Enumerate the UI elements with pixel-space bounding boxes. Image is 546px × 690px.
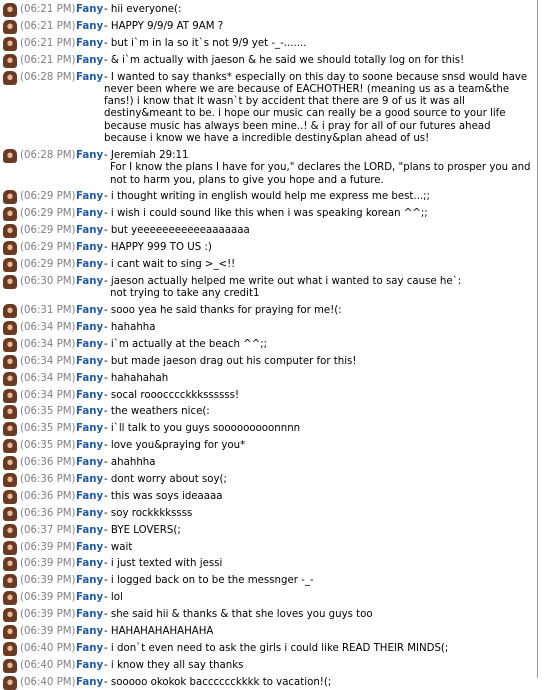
chat-message (0, 38, 537, 50)
message-text: - sooooo okokok bacccccckkkk to vacation!(; (104, 677, 533, 689)
message-sender: Fany (76, 440, 104, 452)
message-sender: Fany (76, 625, 104, 637)
user-avatar-icon (3, 275, 17, 289)
user-avatar-icon (3, 405, 17, 419)
chat-message (0, 150, 537, 187)
message-text: - i don`t even need to ask the girls i could like READ THEIR MINDS(; (104, 643, 533, 655)
chat-message (0, 508, 537, 520)
message-text: - i wish i could sound like this when i was speaking korean ^^;; (104, 208, 533, 220)
message-text: - wait (104, 542, 533, 554)
chat-message (0, 542, 537, 554)
message-timestamp: (06:34 PM) (20, 355, 76, 367)
message-timestamp: (06:21 PM) (20, 20, 76, 32)
user-avatar-icon (3, 321, 17, 335)
chat-message (0, 609, 537, 621)
message-sender: Fany (76, 423, 104, 435)
message-sender: Fany (76, 305, 104, 317)
message-text: - lol (104, 592, 533, 604)
message-timestamp: (06:40 PM) (20, 642, 76, 654)
message-sender: Fany (76, 20, 104, 32)
message-text: - hahahha (104, 322, 533, 334)
message-timestamp: (06:35 PM) (20, 406, 76, 418)
message-sender: Fany (76, 490, 104, 502)
message-text: - socal rooocccckkkssssss! (104, 390, 533, 402)
message-sender: Fany (76, 225, 104, 237)
message-timestamp: (06:21 PM) (20, 54, 76, 66)
message-sender: Fany (76, 642, 104, 654)
message-text: - but i`m in la so it`s not 9/9 yet -_-....... (104, 38, 533, 50)
message-sender: Fany (76, 507, 104, 519)
user-avatar-icon (3, 304, 17, 318)
message-sender: Fany (76, 355, 104, 367)
message-timestamp: (06:40 PM) (20, 676, 76, 688)
user-avatar-icon (3, 207, 17, 221)
message-text: - i`m actually at the beach ^^;; (104, 339, 533, 351)
message-timestamp: (06:37 PM) (20, 524, 76, 536)
message-text: - this was soys ideaaaa (104, 491, 533, 503)
message-timestamp: (06:29 PM) (20, 208, 76, 220)
message-text: - jaeson actually helped me write out what i wanted to say cause he`: (104, 276, 533, 288)
message-timestamp: (06:39 PM) (20, 541, 76, 553)
chat-message (0, 677, 537, 689)
message-sender: Fany (76, 321, 104, 333)
message-timestamp: (06:34 PM) (20, 389, 76, 401)
chat-message (0, 457, 537, 469)
message-text: - i logged back on to be the messnger -_- (104, 575, 533, 587)
message-sender: Fany (76, 338, 104, 350)
message-sender: Fany (76, 524, 104, 536)
chat-message (0, 491, 537, 503)
chat-message (0, 191, 537, 203)
message-text: - & i`m actually with jaeson & he said we should totally log on for this! (104, 55, 533, 67)
message-sender: Fany (76, 149, 104, 161)
message-sender: Fany (76, 558, 104, 570)
message-text: - she said hii & thanks & that she loves you guys too (104, 609, 533, 621)
message-sender: Fany (76, 676, 104, 688)
user-avatar-icon (3, 659, 17, 673)
user-avatar-icon (3, 190, 17, 204)
user-avatar-icon (3, 37, 17, 51)
message-timestamp: (06:36 PM) (20, 457, 76, 469)
chat-message (0, 4, 537, 16)
user-avatar-icon (3, 625, 17, 639)
message-timestamp: (06:29 PM) (20, 258, 76, 270)
chat-message (0, 322, 537, 334)
chat-message (0, 575, 537, 587)
user-avatar-icon (3, 574, 17, 588)
message-timestamp: (06:34 PM) (20, 338, 76, 350)
message-timestamp: (06:21 PM) (20, 4, 76, 15)
message-text: - ahahhha (104, 457, 533, 469)
message-timestamp: (06:39 PM) (20, 609, 76, 621)
message-sender: Fany (76, 457, 104, 469)
chat-message (0, 406, 537, 418)
message-text: - i know they all say thanks (104, 660, 533, 672)
message-sender: Fany (76, 541, 104, 553)
message-timestamp: (06:36 PM) (20, 490, 76, 502)
chat-message (0, 525, 537, 537)
message-text: - soy rockkkkssss (104, 508, 533, 520)
user-avatar-icon (3, 557, 17, 571)
message-sender: Fany (76, 242, 104, 254)
message-sender: Fany (76, 191, 104, 203)
message-sender: Fany (76, 4, 104, 15)
user-avatar-icon (3, 389, 17, 403)
message-text: - i just texted with jessi (104, 558, 533, 570)
user-avatar-icon (3, 591, 17, 605)
message-sender: Fany (76, 372, 104, 384)
user-avatar-icon (3, 541, 17, 555)
message-timestamp: (06:28 PM) (20, 71, 76, 83)
message-timestamp: (06:39 PM) (20, 592, 76, 604)
message-timestamp: (06:21 PM) (20, 37, 76, 49)
message-timestamp: (06:35 PM) (20, 423, 76, 435)
message-text: - I wanted to say thanks* especially on this day to soone because snsd would have never been where we are because of EACHOTHER! (meaning us as a team&the fans!) i know that it wasn`t by accident that there are 9 of us it was all destiny&meant to be. i hope our music can really be a good source to your life because music has always been mine..! & i pray for all of our futures ahead because i know we have a incredible destiny&plan ahead of us! (104, 72, 533, 146)
chat-message (0, 305, 537, 317)
chat-message (0, 373, 537, 385)
message-text: - sooo yea he said thanks for praying for me!(: (104, 305, 533, 317)
message-sender: Fany (76, 389, 104, 401)
message-text: - HAPPY 9/9/9 AT 9AM ? (104, 21, 533, 33)
user-avatar-icon (3, 241, 17, 255)
user-avatar-icon (3, 3, 17, 17)
message-text: - i thought writing in english would help me express me best...;; (104, 191, 533, 203)
message-timestamp: (06:40 PM) (20, 659, 76, 671)
chat-message (0, 626, 537, 638)
message-text: - i cant wait to sing >_<!! (104, 259, 533, 271)
chat-message (0, 474, 537, 486)
message-text: - the weathers nice(: (104, 406, 533, 418)
user-avatar-icon (3, 355, 17, 369)
message-sender: Fany (76, 473, 104, 485)
chat-message (0, 390, 537, 402)
chat-message (0, 55, 537, 67)
chat-message (0, 660, 537, 672)
message-text-continuation: not trying to take any credit1 (110, 288, 260, 300)
message-timestamp: (06:39 PM) (20, 558, 76, 570)
chat-message (0, 592, 537, 604)
user-avatar-icon (3, 258, 17, 272)
message-timestamp: (06:31 PM) (20, 305, 76, 317)
user-avatar-icon (3, 54, 17, 68)
message-text: - love you&praying for you* (104, 440, 533, 452)
chat-message (0, 225, 537, 237)
message-timestamp: (06:29 PM) (20, 242, 76, 254)
message-text: - HAPPY 999 TO US :) (104, 242, 533, 254)
message-timestamp: (06:39 PM) (20, 575, 76, 587)
message-sender: Fany (76, 406, 104, 418)
message-sender: Fany (76, 208, 104, 220)
user-avatar-icon (3, 642, 17, 656)
user-avatar-icon (3, 372, 17, 386)
chat-message (0, 21, 537, 33)
message-timestamp: (06:30 PM) (20, 275, 76, 287)
message-text: - Jeremiah 29:11 (104, 150, 533, 162)
message-text: - i`ll talk to you guys sooooooooonnnn (104, 423, 533, 435)
message-timestamp: (06:28 PM) (20, 149, 76, 161)
message-sender: Fany (76, 71, 104, 83)
message-text: - HAHAHAHAHAHAHA (104, 626, 533, 638)
message-timestamp: (06:34 PM) (20, 321, 76, 333)
message-timestamp: (06:29 PM) (20, 191, 76, 203)
message-timestamp: (06:36 PM) (20, 473, 76, 485)
user-avatar-icon (3, 473, 17, 487)
user-avatar-icon (3, 338, 17, 352)
message-sender: Fany (76, 609, 104, 621)
message-sender: Fany (76, 37, 104, 49)
user-avatar-icon (3, 456, 17, 470)
chat-message (0, 339, 537, 351)
message-sender: Fany (76, 592, 104, 604)
message-text: - BYE LOVERS(; (104, 525, 533, 537)
chat-message (0, 72, 537, 146)
message-text-continuation: For I know the plans I have for you," declares the LORD, "plans to prosper you and not to harm you, plans to give you hope and a future. (110, 162, 531, 186)
chat-message (0, 242, 537, 254)
message-sender: Fany (76, 575, 104, 587)
chat-message (0, 208, 537, 220)
chat-message (0, 423, 537, 435)
message-timestamp: (06:34 PM) (20, 372, 76, 384)
message-text: - but yeeeeeeeeeeeaaaaaaa (104, 225, 533, 237)
message-timestamp: (06:35 PM) (20, 440, 76, 452)
user-avatar-icon (3, 507, 17, 521)
message-sender: Fany (76, 258, 104, 270)
chat-message (0, 276, 537, 301)
chat-message (0, 259, 537, 271)
message-sender: Fany (76, 659, 104, 671)
message-text: - hii everyone(: (104, 4, 533, 16)
message-timestamp: (06:39 PM) (20, 625, 76, 637)
user-avatar-icon (3, 20, 17, 34)
user-avatar-icon (3, 524, 17, 538)
user-avatar-icon (3, 439, 17, 453)
message-timestamp: (06:36 PM) (20, 507, 76, 519)
message-sender: Fany (76, 275, 104, 287)
message-timestamp: (06:29 PM) (20, 225, 76, 237)
user-avatar-icon (3, 608, 17, 622)
chat-message (0, 440, 537, 452)
user-avatar-icon (3, 490, 17, 504)
user-avatar-icon (3, 71, 17, 85)
user-avatar-icon (3, 422, 17, 436)
chat-message (0, 356, 537, 368)
user-avatar-icon (3, 149, 17, 163)
user-avatar-icon (3, 224, 17, 238)
chat-message (0, 558, 537, 570)
message-text: - but made jaeson drag out his computer for this! (104, 356, 533, 368)
message-text: - dont worry about soy(; (104, 474, 533, 486)
chat-message (0, 643, 537, 655)
message-text: - hahahahah (104, 373, 533, 385)
message-sender: Fany (76, 54, 104, 66)
